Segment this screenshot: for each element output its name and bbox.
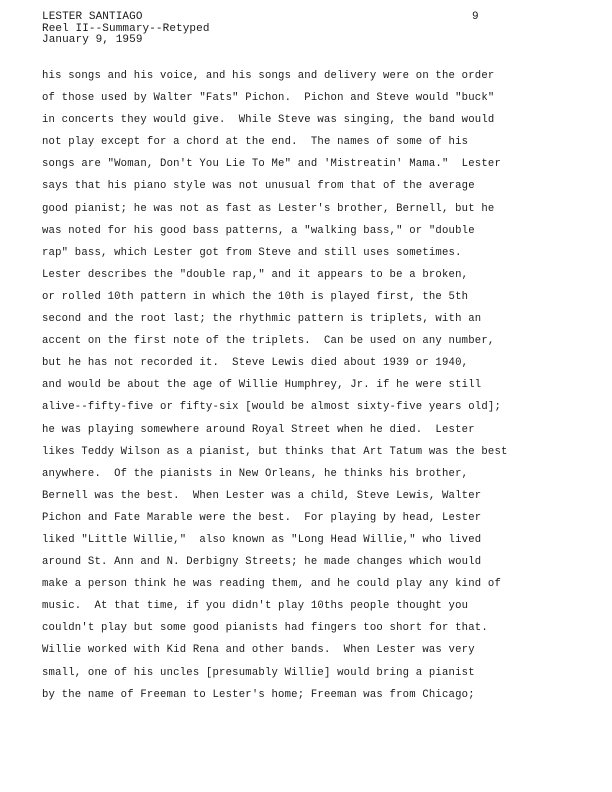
text-line: songs are "Woman, Don't You Lie To Me" and 'Mistreatin' Mama." Lester [42, 158, 502, 171]
text-line: but he has not recorded it. Steve Lewis died about 1939 or 1940, [42, 357, 469, 370]
page-number: 9 [472, 11, 479, 23]
text-line: anywhere. Of the pianists in New Orleans, he thinks his brother, [42, 467, 469, 480]
text-line: his songs and his voice, and his songs and delivery were on the order [42, 70, 495, 82]
text-line: not play except for a chord at the end. The names of some of his [42, 136, 469, 149]
text-line: liked "Little Willie," also known as "Long Head Willie," who lived [42, 533, 482, 546]
text-line: music. At that time, if you didn't play 10ths people thought you [42, 600, 469, 613]
text-line: second and the root last; the rhythmic pattern is triplets, with an [42, 313, 482, 326]
header-date: January 9, 1959 [42, 34, 143, 46]
text-line: couldn't play but some good pianists had fingers too short for that. [42, 622, 488, 635]
text-line: make a person think he was reading them, and he could play any kind of [42, 578, 502, 591]
text-line: or rolled 10th pattern in which the 10th is played first, the 5th [42, 290, 469, 303]
text-line: Willie worked with Kid Rena and other bands. When Lester was very [42, 644, 475, 657]
text-line: accent on the first note of the triplets. Can be used on any number, [42, 335, 495, 348]
text-line: small, one of his uncles [presumably Willie] would bring a pianist [42, 666, 475, 679]
text-line: was noted for his good bass patterns, a "walking bass," or "double [42, 224, 475, 237]
text-line: in concerts they would give. While Steve was singing, the band would [42, 114, 495, 127]
text-line: and would be about the age of Willie Humphrey, Jr. if he were still [42, 379, 482, 392]
text-line: around St. Ann and N. Derbigny Streets; he made changes which would [42, 556, 482, 569]
text-line: by the name of Freeman to Lester's home; Freeman was from Chicago; [42, 688, 475, 701]
text-line: good pianist; he was not as fast as Lester's brother, Bernell, but he [42, 202, 495, 215]
text-line: alive--fifty-five or fifty-six [would be almost sixty-five years old]; [42, 401, 502, 414]
text-line: of those used by Walter "Fats" Pichon. Pichon and Steve would "buck" [42, 92, 495, 105]
text-line: likes Teddy Wilson as a pianist, but thinks that Art Tatum was the best [42, 445, 508, 458]
header-name: LESTER SANTIAGO [42, 11, 143, 23]
text-line: he was playing somewhere around Royal Street when he died. Lester [42, 423, 475, 436]
body-text [42, 65, 572, 706]
text-line: Pichon and Fate Marable were the best. For playing by head, Lester [42, 511, 482, 524]
page-header [42, 12, 562, 47]
text-line: Lester describes the "double rap," and it appears to be a broken, [42, 268, 469, 281]
text-line: says that his piano style was not unusual from that of the average [42, 180, 475, 193]
text-line: Bernell was the best. When Lester was a child, Steve Lewis, Walter [42, 489, 482, 502]
text-line: rap" bass, which Lester got from Steve and still uses sometimes. [42, 246, 462, 259]
header-reel: Reel II--Summary--Retyped [42, 22, 210, 35]
